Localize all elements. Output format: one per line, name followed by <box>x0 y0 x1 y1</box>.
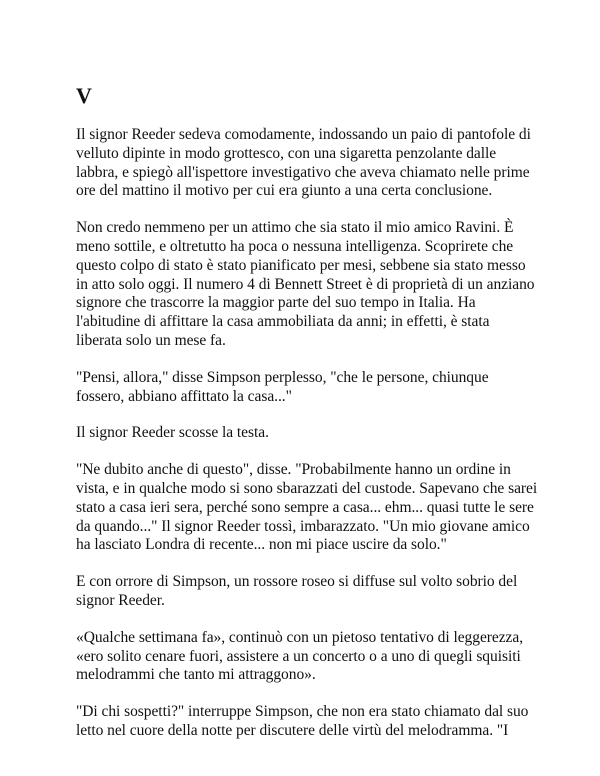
document-page <box>76 84 538 759</box>
paragraph: "Ne dubito anche di questo", disse. "Probabilmente hanno un ordine in vista, e in qualche modo si sono sbarazzati del custode. Sapevano che sarei stato a casa ieri sera, perché sono sempre a casa... ehm... quasi tutte le sere da quando..." Il signor Reeder tossì, imbarazzato. "Un mio giovane amico ha lasciato Londra di recente... non mi piace uscire da solo." <box>76 461 538 554</box>
paragraph: Il signor Reeder scosse la testa. <box>76 424 269 442</box>
paragraph: "Di chi sospetti?" interruppe Simpson, che non era stato chiamato dal suo letto nel cuore della notte per discutere delle virtù del melodramma. "I <box>76 703 529 739</box>
paragraph: «Qualche settimana fa», continuò con un pietoso tentativo di leggerezza, «ero solito cenare fuori, assistere a un concerto o a uno di quegli squisiti melodrammi che tanto mi attraggono». <box>76 628 524 684</box>
paragraph: Il signor Reeder sedeva comodamente, indossando un paio di pantofole di velluto dipinte in modo grottesco, con una sigaretta penzolante dalle labbra, e spiegò all'ispettore investigativo che aveva chiamato nelle prime ore del mattino il motivo per cui era giunto a una certa conclusione. <box>76 126 531 200</box>
paragraph: Non credo nemmeno per un attimo che sia stato il mio amico Ravini. È meno sottile, e oltretutto ha poca o nessuna intelligenza. Scoprirete che questo colpo di stato è stato pianificato per mesi, sebbene sia stato messo in atto solo oggi. Il numero 4 di Bennett Street è di proprietà di un anziano signore che trascorre la maggior parte del suo tempo in Italia. Ha l'abitudine di affittare la casa ammobiliata da anni; in effetti, è stata liberata solo un mese fa. <box>76 219 535 349</box>
paragraph: E con orrore di Simpson, un rossore roseo si diffuse sul volto sobrio del signor Reeder. <box>76 573 518 609</box>
paragraph: "Pensi, allora," disse Simpson perplesso, "che le persone, chiunque fossero, abbiano affittato la casa..." <box>76 368 489 405</box>
chapter-heading: V <box>76 83 92 108</box>
